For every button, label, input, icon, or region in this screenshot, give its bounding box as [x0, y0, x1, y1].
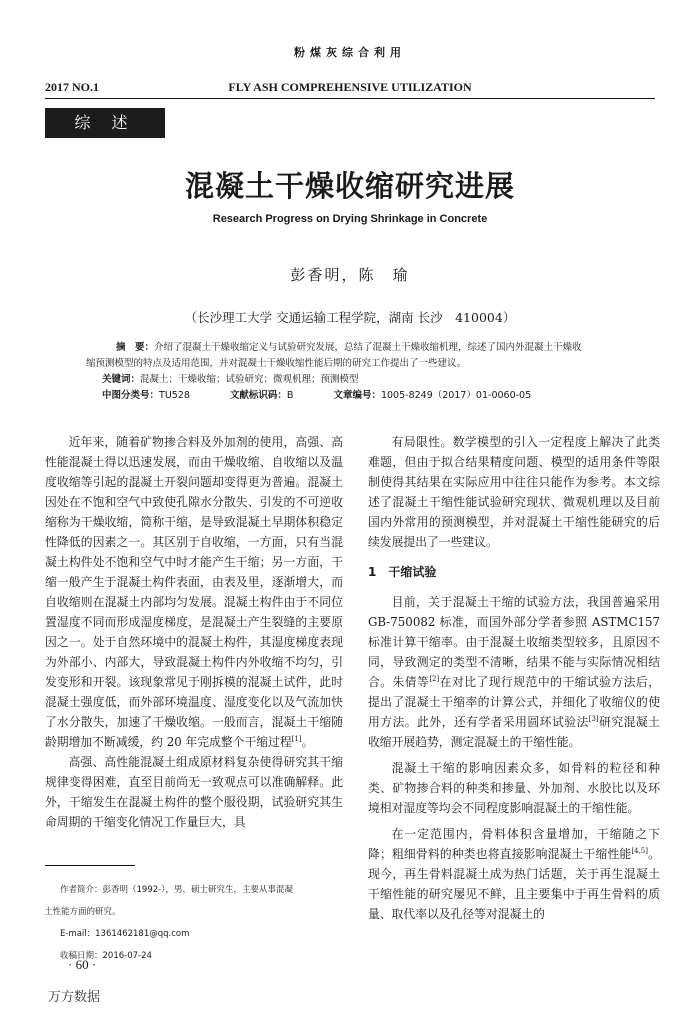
body-column-right	[368, 432, 660, 924]
doc-code-label: 文献标识码：	[229, 390, 287, 401]
paragraph	[368, 824, 660, 924]
author-intro-cont: 土性能方面的研究。	[44, 907, 121, 917]
citation-ref: [4,5]	[631, 847, 648, 856]
author-list: 彭香明，陈 瑜	[290, 266, 410, 284]
paragraph-text: 。现今，再生骨料混凝土成为热门话题，关于再生混凝土干缩性能的研究屡见不鲜，且主要集中于再生骨料的质量、取代率以及孔径等对混凝土的	[368, 847, 660, 921]
author-email: E-mail：1361462181@qq.com	[60, 929, 190, 939]
author-intro: 作者简介：彭香明（1992-），男，硕士研究生，主要从事混凝	[60, 885, 293, 895]
running-header	[45, 80, 655, 96]
doc-code-value: B	[286, 390, 294, 401]
abstract-block	[86, 340, 616, 404]
article-number-value: 1005-8249（2017）01-0060-05	[380, 390, 532, 401]
citation-ref: [3]	[588, 715, 599, 724]
paragraph-text: 近年来，随着矿物掺合料及外加剂的使用，高强、高性能混凝土得以迅速发展，而由干燥收缩、自收缩以及温度收缩等引起的混凝土开裂问题却变得更为普遍。混凝土因处在不饱和空气中致使孔隙水分散失、引发的不可逆收缩称为干燥收缩，简称干缩，是导致混凝土早期体积稳定性降低的因素之一。其区别于自收缩，一方面，只有当混凝土构件处不饱和空气中时才能产生干缩；另一方面，干缩一般产生于混凝土构件表面，由表及里，逐渐增大，而自收缩则在混凝土内部均匀发展。混凝土构件由于不同位置湿度不同而形成湿度梯度，是混凝土产生裂缝的主要原因之一。处于自然环境中的混凝土构件，其湿度梯度表现为外部小、内部大，导致混凝土构件内外收缩不均匀，引发变形和开裂。该现象常见于刚拆模的混凝土试件，此时混凝土强度低，而外部环境温度、湿度变化以及气流加快了水分散失，加速了干燥收缩。一般而言，混凝土干缩随龄期增加不断减缓，约 20 年完成整个干缩过程	[45, 435, 343, 749]
issue-label: 2017 NO.1	[45, 80, 99, 94]
abstract-line-1	[86, 340, 616, 356]
keywords-text: 混凝土；干燥收缩；试验研究；微观机理；预测模型	[140, 374, 359, 385]
footnote-divider	[45, 865, 135, 866]
article-title-cn: 混凝土干燥收缩研究进展	[184, 169, 515, 203]
citation-ref: [2]	[429, 675, 440, 684]
paragraph: 有局限性。数学模型的引入一定程度上解决了此类难题，但由于拟合结果精度问题、模型的适用条件等限制使得其结果在实际应用中往往只能作为参考。本文综述了混凝土干缩性能试验研究现状、微观机理以及目前国内外常用的预测模型，并对混凝土干缩性能研究的后续发展提出了一些建议。	[368, 435, 660, 549]
paragraph-text: 在一定范围内，骨料体积含量增加，干缩随之下降；粗细骨料的种类也将直接影响混凝土干缩性能	[368, 827, 660, 861]
clc-value: TU528	[159, 390, 190, 401]
keywords-line	[86, 372, 616, 388]
page-number: · 60 ·	[68, 957, 97, 972]
paragraph	[45, 432, 343, 752]
database-watermark: 万方数据	[48, 990, 101, 1005]
paragraph-text: 。	[301, 735, 314, 749]
citation-ref: [1]	[291, 735, 302, 744]
journal-name-en: FLY ASH COMPREHENSIVE UTILIZATION	[228, 80, 472, 94]
paragraph-text: 在对比了现行规范中的干缩试验方法后，提出了混凝土干缩率的计算公式，并细化了收缩仪的使用方法。此外，还有学者采用圆环试验法	[368, 675, 660, 729]
paragraph-text: 目前，关于混凝土干缩的试验方法，我国普遍采用 GB-750082 标准，而国外部分学者参照 ASTMC157 标准计算干缩率。由于混凝土收缩类型较多，且原因不同，导致测定的类型不清晰，结果不能与实际情况相结合。朱倩等	[368, 595, 660, 689]
abstract-line-2: 缩预测模型的特点及适用范围，并对混凝土干燥收缩性能后期的研究工作提出了一些建议。	[86, 358, 467, 369]
classification-line	[86, 388, 616, 404]
paragraph: 混凝土干缩的影响因素众多，如骨料的粒径和种类、矿物掺合料的种类和掺量、外加剂、水胶比以及环境相对湿度等均会不同程度影响混凝土的干缩性能。	[368, 761, 660, 815]
section-tag: 综 述	[45, 108, 165, 138]
section-heading: 1 干缩试验	[368, 565, 437, 579]
paragraph: 高强、高性能混凝土组成原材料复杂使得研究其干缩规律变得困难，直至目前尚无一致观点可以准确解释。此外，干缩发生在混凝土构件的整个服役期，试验研究其生命周期的干缩变化情况工作量巨大，具	[45, 755, 343, 829]
received-date: 收稿日期：2016-07-24	[60, 951, 152, 961]
article-number-label: 文章编号：	[333, 390, 381, 401]
abstract-text-1: 介绍了混凝土干燥收缩定义与试验研究发展，总结了混凝土干燥收缩机理，综述了国内外混凝土干燥收	[154, 342, 582, 353]
keywords-label: 关键词：	[102, 374, 141, 385]
header-divider	[45, 98, 655, 99]
footnotes	[44, 879, 360, 967]
paragraph	[368, 592, 660, 752]
article-title-en: Research Progress on Drying Shrinkage in Concrete	[212, 213, 488, 225]
author-affiliation: （长沙理工大学 交通运输工程学院，湖南 长沙 410004）	[184, 310, 516, 325]
paragraph-text: 研究混凝土收缩开展趋势，测定混凝土的干缩性能。	[368, 715, 660, 749]
abstract-label: 摘 要：	[116, 342, 155, 353]
body-column-left	[45, 432, 343, 832]
clc-label: 中图分类号：	[102, 390, 160, 401]
journal-name-cn: 粉煤灰综合利用	[294, 46, 406, 59]
